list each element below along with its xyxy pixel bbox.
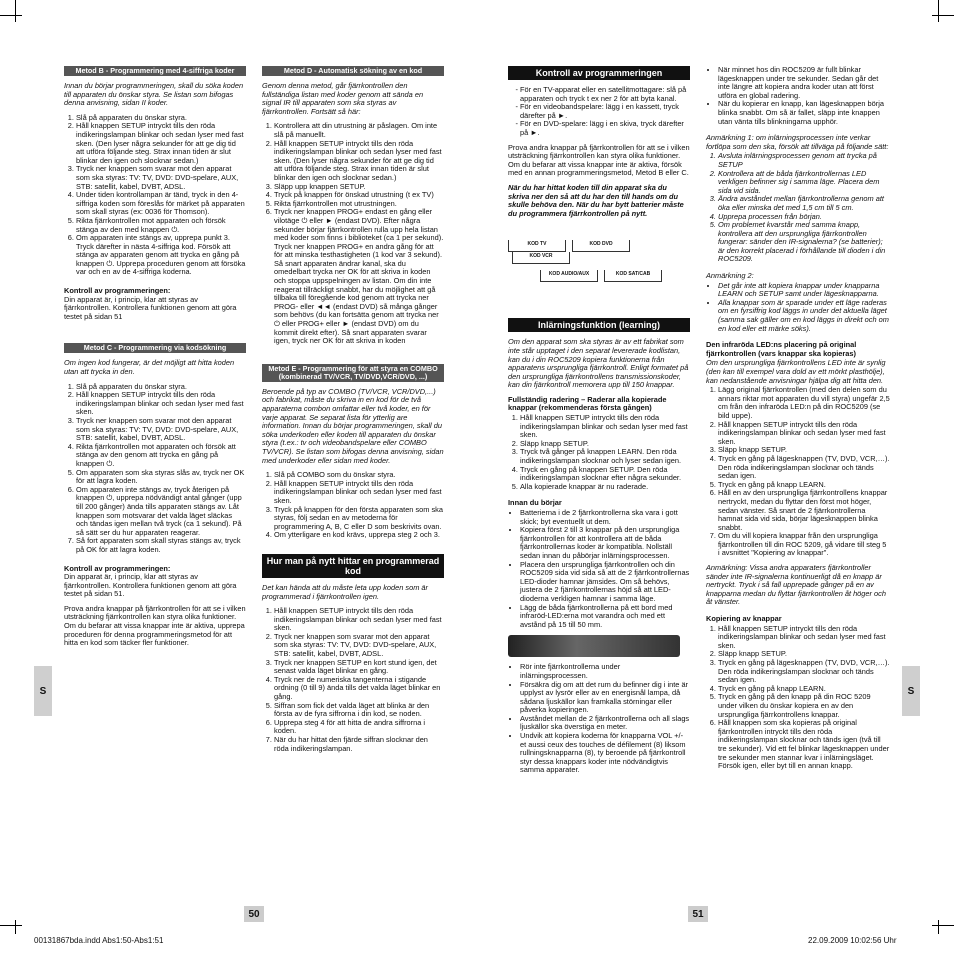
bullet: • Undvik att kopiera koderna för knapparna VOL +/- et aussi ceux des touches de défilement (8) liksom rullningsknapparna (8), ty beroende på fjärrkontroll styr dessa knappars koder inte nödvändigtvis samma apparater. <box>520 732 690 775</box>
code-box: KOD AUDIO/AUX <box>540 270 598 282</box>
bullet: • Försäkra dig om att det rum du befinner dig i inte är upplyst av lysrör eller av en energisnål lampa, då sådana ljuskällor kan framkalla störningar eller påverka kopieringen. <box>520 681 690 715</box>
step: 7. Så fort apparaten som skall styras stängs av, tryck på OK för att lagra koden. <box>76 537 246 554</box>
steps-list <box>706 152 890 264</box>
code-box: KOD DVD <box>572 240 630 252</box>
crop-mark <box>15 0 16 22</box>
intro-text: Om ingen kod fungerar, är det möjligt att hitta koden utan att trycka in den. <box>64 358 235 377</box>
page-number-right <box>688 906 708 922</box>
bullet: • När du kopierar en knapp, kan lägesknappen börja blinka snabbt. Om så är fallet, släpp inte knappen utan vänta tills blinkningarna upphör. <box>718 100 890 126</box>
subheading: Kontroll av programmeringen: <box>64 563 171 573</box>
step: 1. Slå på apparaten du önskar styra. <box>76 383 246 392</box>
step: 6. Tryck ner knappen PROG+ endast en gång eller vilotäge ⏻ eller ► (endast DVD). Efter några sekunder börjar fjärrkontrollen rulla upp hela listan med koder som finns i biblioteket (ca 1 per sekund). Tryck ner knappen PROG+ en andra gång för att för att minska testhastigheten (1 kod var 3 sekund). Så snart apparaten ändrar kanal, ska du omedelbart trycka ner OK för att skriva in koden och stoppa uppspelningen av listan. Om din inte reagerat tillräckligt snabbt, har du möjlighet att gå tillbaka till föregående kod genom att trycka ner PROG- eller ◄◄ (endast DVD) så många gånger som behövs (du kan fortsätta genom att trycka ner ⏻ eller PROG+ eller ► (endast DVD) om du kommit direkt efter). Så snart apparaten svarar igen, tryck ner OK för att skriva in koden <box>274 208 444 346</box>
step: 4. Tryck en gång på knapp LEARN. <box>718 685 890 694</box>
language-tab-label: S <box>907 685 915 697</box>
paragraph: Din apparat är, i princip, klar att styras av fjärrkontrollen. Kontrollera funktionen genom att göra testet på sidan 51 <box>64 294 237 321</box>
steps-list <box>64 383 246 555</box>
page-number-left <box>244 906 264 922</box>
step: 2. Släpp knapp SETUP. <box>520 440 690 449</box>
bullet: • Placera den ursprungliga fjärrkontrollen och din ROC5209 sida vid sida så att de 2 fjärrkontrollernas LED-dioder hamnar jämsides. Om så behövs, justera de 2 fjärrkontrollernas höjd så att LED-dioderna verkligen hamnar i samma läge. <box>520 561 690 604</box>
step: 2. Håll knappen SETUP intryckt tills den röda indikeringslampan blinkar och sedan lyser med fast sken. (Den lyser några sekunder för att ge dig tid att utföra följande steg. Strax innan tiden är slut blinkar den igen och slocknar sedan.) <box>76 122 246 165</box>
step: 2. Håll knappen SETUP intryckt tills den röda indikeringslampan blinkar och sedan lyser med fast sken. <box>274 480 444 506</box>
step: 3. Ändra avståndet mellan fjärrkontrollerna genom att öka eller minska det med 1,5 cm till 5 cm. <box>718 195 890 212</box>
code-box: KOD SAT/CAB <box>604 270 662 282</box>
step: 4. Tryck en gång på knappen SETUP. Den röda indikeringslampan slocknar efter några sekunder. <box>520 466 690 483</box>
crop-mark <box>0 15 22 16</box>
bullet-list <box>706 66 890 126</box>
step: 1. Kontrollera att din utrustning är påslagen. Om inte slå på manuellt. <box>274 122 444 139</box>
subheading: Innan du börjar <box>508 498 562 508</box>
step: 5. Tryck en gång på knapp LEARN. <box>718 481 890 490</box>
bullet: • Lägg de båda fjärrkontrollerna på ett bord med infraröd-LED:erna mot varandra och med ett avstånd på 15 till 50 mm. <box>520 604 690 630</box>
paragraph: Din apparat är, i princip, klar att styras av fjärrkontrollen. Kontrollera funktionen genom att göra testet på sidan 51. <box>64 572 237 599</box>
step: 5. Om apparaten som ska styras slås av, tryck ner OK för att lagra koden. <box>76 469 246 486</box>
column-c <box>508 66 690 781</box>
paragraph: Prova andra knappar på fjärrkontrollen för att se i vilken utsträckning fjärrkontrollen kan styra olika funktioner. Om du befarar att vissa knappar inte är aktiva, upprepa proceduren för denna programmeringsmetod för att hitta en kod som täcker fler funktioner. <box>64 603 246 648</box>
remote-controls-illustration <box>508 635 680 657</box>
subheading: Kontroll av programmeringen: <box>64 286 171 296</box>
steps-list <box>706 625 890 771</box>
bullet: • Alla knappar som är sparade under ett läge raderas om en fyrsiffrig kod läggs in under det aktuella läget (samma sak gäller om en kod läggs in direkt och om en kod eller ett märke söks). <box>718 299 890 333</box>
column-d <box>706 66 890 777</box>
bullet: • Det går inte att kopiera knappar under knapparna LEARN och SETUP samt under lägesknapparna. <box>718 282 890 299</box>
remark: Anmärkning: Vissa andra apparaters fjärrkontroller sänder inte IR-signalerna kontinuerligt då en knapp är nertryckt. Tryck i så fall upprepade gånger på en av knapparna medan du flyttar fjärrkontrollen åt höger och åt vänster. <box>706 563 886 607</box>
step: 3. Släpp knapp SETUP. <box>718 446 890 455</box>
intro-text: Genom denna metod, går fjärrkontrollen den fullständiga listan med koder genom att sända en signal IR till apparaten som ska styras av fjärrkontrollen. Fortsätt så här: <box>262 81 424 116</box>
remark: Anmärkning 1: om inlärningsprocessen inte verkar fortlöpa som den ska, försök att tillväga på följande sätt: <box>706 133 889 151</box>
intro-text: Om den apparat som ska styras är av ett fabrikat som inte står upptaget i den separat levererade kodlistan, kan du i din ROC5209 kopiera funktionerna från apparatens ursprungliga fjärrkontroll. Enligt formatet på den ursprungliga fjärrkontrollens transmissionskoder, kan din fjärrkontroll memorera upp till 150 knappar. <box>508 337 689 390</box>
step: 4. Om ytterligare en kod krävs, upprepa steg 2 och 3. <box>274 531 444 540</box>
step: 3. Tryck ner knappen som svarar mot den apparat som ska styras: TV: TV, DVD: DVD-spelare, AUX, STB: satellit, kabel, DVBT, ADSL. <box>76 165 246 191</box>
subheading: Den infraröda LED:ns placering på original fjärrkontrollen (vars knappar ska kopieras) <box>706 340 857 358</box>
bullet: • Kopiera först 2 till 3 knappar på den ursprungliga fjärrkontrollen för att kontrollera att de båda fjärrkontrollernas koder är kompatibla. Nollställ sedan innan du påbörjar inlärningsprocessen. <box>520 526 690 560</box>
steps-list <box>262 607 444 753</box>
section-header-method-d: Metod D - Automatisk sökning av en kod <box>262 66 444 76</box>
step: 1. Slå på apparaten du önskar styra. <box>76 114 246 123</box>
steps-list <box>706 386 890 558</box>
intro-text: Innan du börjar programmeringen, skall du söka koden till apparaten du önskar styra. Se listan som bifogas denna anvisning, sidan II koder. <box>64 81 244 108</box>
page-number-label: 51 <box>692 908 704 920</box>
step: 5. Om problemet kvarstår med samma knapp, kontrollera att den ursprungliga fjärrkontrollen fungerar: sänder den IR-signalerna? (se batterier); är den korrekt placerad i förhållande till dioden i din ROC5209. <box>718 221 890 264</box>
section-header-find-code: Hur man på nytt hittar en programmerad kod <box>262 554 444 578</box>
bullet-list <box>508 663 690 775</box>
column-a <box>64 66 246 654</box>
step: 2. Håll knappen SETUP intryckt tills den röda indikeringslampan blinkar och sedan lyser med fast sken. (Den lyser några sekunder för att ge dig tid att utföra följande steg. Strax innan tiden är slut blinkar den igen och slocknar sedan.) <box>274 140 444 183</box>
step: 5. Alla kopierade knappar är nu raderade. <box>520 483 690 492</box>
remark: Anmärkning 2: <box>706 271 754 281</box>
steps-list <box>262 122 444 345</box>
step: 1. Håll knappen SETUP intryckt tills den röda indikeringslampan blinkar och sedan lyser med fast sken. <box>520 414 690 440</box>
steps-list <box>262 471 444 540</box>
code-boxes <box>508 240 690 282</box>
step: 7. Om du vill kopiera knappar från den ursprungliga fjärrkontrollen till din ROC 5209, gå vidare till steg 5 i avsnittet "Kopiering av knappar". <box>718 532 890 558</box>
step: 6. Håll en av den ursprungliga fjärrkontrollens knappar nertryckt, medan du flyttar den först mot höger, sedan vänster. Så snart de 2 fjärrkontrollerna hamnat sida vid sida, börjar lägesknappen blinka snabbt. <box>718 489 890 532</box>
step: 5. Rikta fjärrkontrollen mot utrustningen. <box>274 200 444 209</box>
language-tab-left <box>34 666 52 716</box>
step: 6. Håll knappen som ska kopieras på original fjärrkontrollen intryckt tills den röda indikeringslampan slocknar och tänds igen (två till tre sekunder). Vid ett fel blinkar lägesknappen under tre sekunder men stannar kvar i inlärningsläget. Försök igen, eller byt till en annan knapp. <box>718 719 890 771</box>
step: 2. Tryck ner knappen som svarar mot den apparat som ska styras: TV: TV, DVD: DVD-spelare, AUX, STB: satellit, kabel, DVBT, ADSL. <box>274 633 444 659</box>
step: 3. Släpp upp knappen SETUP. <box>274 183 444 192</box>
step: 2. Kontrollera att de båda fjärrkontrollernas LED verkligen befinner sig i samma läge. Placera dem sida vid sida. <box>718 170 890 196</box>
subheading: Fullständig radering – Raderar alla kopierade knappar (rekommenderas första gången) <box>508 394 667 413</box>
crop-mark <box>932 925 954 926</box>
bullet: - För en DVD-spelare: lägg i en skiva, tryck därefter på ►. <box>520 120 690 137</box>
footer-slug-left: 00131867bda.indd Abs1:50-Abs1:51 <box>34 936 164 945</box>
step: 3. Tryck en gång på lägesknappen (TV, DVD, VCR,…). Den röda indikeringslampan slocknar och tänds sedan igen. <box>718 659 890 685</box>
code-box: KOD VCR <box>512 252 570 264</box>
intro-text: Det kan hända att du måste leta upp koden som är programmerad i fjärrkontrollen igen. <box>262 582 428 601</box>
bullet: - För en videobandspelare: lägg i en kassett, tryck därefter på ►. <box>520 103 690 120</box>
section-header-check: Kontroll av programmeringen <box>508 66 690 80</box>
step: 3. Tryck ner knappen SETUP en kort stund igen, det senast valda läget blinkar en gång. <box>274 659 444 676</box>
page-number-label: 50 <box>248 908 260 920</box>
bullet: • När minnet hos din ROC5209 är fullt blinkar lägesknappen under tre sekunder. Sedan går det inte längre att kopiera andra koder utan att först utföra en global radering. <box>718 66 890 100</box>
steps-list <box>508 414 690 491</box>
bullet-list <box>508 86 690 138</box>
step: 2. Håll knappen SETUP intryckt tills den röda indikeringslampan blinkar och sedan lyser med fast sken. <box>718 421 890 447</box>
crop-mark <box>938 0 939 22</box>
bullet: - För en TV-apparat eller en satellitmottagare: slå på apparaten och tryck t ex ner 2 för att byta kanal. <box>520 86 690 103</box>
step: 2. Släpp knapp SETUP. <box>718 650 890 659</box>
step: 1. Lägg original fjärrkontrollen (med den delen som du annars riktar mot apparaten du vill styra) ungefär 2,5 cm från den infraröda LED:n på din ROC5209 (se bild uppe). <box>718 386 890 420</box>
bullet: • Batterierna i de 2 fjärrkontrollerna ska vara i gott skick; byt eventuellt ut dem. <box>520 509 690 526</box>
step: 4. Tryck på knappen för önskad utrustning (t ex TV) <box>274 191 444 200</box>
step: 3. Tryck på knappen för den första apparaten som ska styras, följ sedan en av metoderna för programmering A, B, C eller D som beskrivits ovan. <box>274 506 444 532</box>
language-tab-right <box>902 666 920 716</box>
step: 6. Om apparaten inte stängs av, tryck återigen på knappen ⏻, upprepa nödvändigt antal gånger (upp till 200 gånger) ända tills apparaten stängs av. Låt knappen som motsvarar det valda läget släckas och tändas igen mellan två tryck (ca 1 sekund). På så sätt ser du hur apparaten reagerar. <box>76 486 246 538</box>
step: 1. Slå på COMBO som du önskar styra. <box>274 471 444 480</box>
step: 3. Tryck två gånger på knappen LEARN. Den röda indikeringslampan slocknar och lyser sedan igen. <box>520 448 690 465</box>
column-b <box>262 66 444 759</box>
step: 1. Håll knappen SETUP intryckt tills den röda indikeringslampan blinkar och sedan lyser med fast sken. <box>718 625 890 651</box>
crop-mark <box>15 920 16 934</box>
step: 5. Rikta fjärrkontrollen mot apparaten och försök stänga av den med knappen ⏻. <box>76 217 246 234</box>
crop-mark <box>0 925 22 926</box>
bullet: • Rör inte fjärrkontrollerna under inlärningsprocessen. <box>520 663 690 680</box>
bullet-list <box>508 509 690 629</box>
step: 6. Om apparaten inte stängs av, upprepa punkt 3. Tryck därefter in nästa 4-siffriga kod. Försök att stänga av apparaten genom att trycka en gång på knappen ⏻. Upprepa proceduren genom att försöka var och en av de 4-siffriga koderna. <box>76 234 246 277</box>
step: 4. Under tiden kontrollampan är tänd, tryck in den 4-siffriga koden som föreslås för märket på apparaten som skall styras (ex: 0036 för Thomson). <box>76 191 246 217</box>
bullet: • Avståndet mellan de 2 fjärrkontrollerna och all slags ljuskällor ska överstiga en meter. <box>520 715 690 732</box>
section-header-method-e: Metod E - Programmering för att styra en COMBO (kombinerad TV/VCR, TV/DVD,VCR/DVD, ...) <box>262 364 444 382</box>
section-header-method-c: Metod C - Programmering via kodsökning <box>64 343 246 353</box>
step: 1. Håll knappen SETUP intryckt tills den röda indikeringslampan blinkar och sedan lyser med fast sken. <box>274 607 444 633</box>
footer-slug-right: 22.09.2009 10:02:56 Uhr <box>808 936 897 945</box>
subheading: Kopiering av knappar <box>706 614 782 624</box>
paragraph: Prova andra knappar på fjärrkontrollen för att se i vilken utsträckning fjärrkontrollen kan styra olika funktioner. Om du befarar att vissa knappar inte är aktiva, försök med en annan programmeringsmetod, Metod B eller C. <box>508 142 690 178</box>
step: 6. Upprepa steg 4 för att hitta de andra siffrorna i koden. <box>274 719 444 736</box>
step: 4. Tryck ner de numeriska tangenterna i stigande ordning (0 till 9) ända tills det valda läget blinkar en gång. <box>274 676 444 702</box>
steps-list <box>64 114 246 277</box>
step: 5. Tryck en gång på den knapp på din ROC 5209 under vilken du önskar kopiera en av den ursprungliga fjärrkontrollens knappar. <box>718 693 890 719</box>
paragraph: Om den ursprungliga fjärrkontrollens LED inte är synlig (den kan till exempel vara dold av ett mörkt plasthölje), kan nedanstående anvisningar hjälpa dig att hitta den. <box>706 358 886 385</box>
step: 5. Siffran som fick det valda läget att blinka är den första av de fyra siffrorna i din kod, se noden. <box>274 702 444 719</box>
section-header-method-b: Metod B - Programmering med 4-siffriga koder <box>64 66 246 76</box>
step: 3. Tryck ner knappen som svarar mot den apparat som ska styras: TV: TV, DVD: DVD-spelare, AUX, STB: satellit, kabel, DVBT, ADSL. <box>76 417 246 443</box>
crop-mark <box>932 15 954 16</box>
step: 1. Avsluta inlärningsprocessen genom att trycka på SETUP <box>718 152 890 169</box>
section-header-learning: Inlärningsfunktion (learning) <box>508 318 690 332</box>
intro-text: Beroende på typ av COMBO (TV/VCR, VCR/DVD,...) och fabrikat, måste du skriva in en kod för de två apparaterna combon omfattar eller två koder, en för varje apparat. Se separat lista för ytterlig are information. Innan du börjar programmeringen, skall du söka underkoden eller koden till apparaten du önskar styra (t.ex.: tv och videobandspelare eller COMBO TV/VCR). Se listan som bifogas denna anvisning, sidan med underkoder eller sidan med koder. <box>262 386 444 465</box>
step: 4. Rikta fjärrkontrollen mot apparaten och försök att stänga av den genom att trycka en gång på knappen ⏻. <box>76 443 246 469</box>
step: 4. Upprepa processen från början. <box>718 213 890 222</box>
crop-mark <box>938 920 939 934</box>
language-tab-label: S <box>39 685 47 697</box>
bullet-list <box>706 282 890 334</box>
step: 7. När du har hittat den fjärde siffran slocknar den röda indikeringslampan. <box>274 736 444 753</box>
code-box: KOD TV <box>508 240 566 252</box>
step: 2. Håll knappen SETUP intryckt tills den röda indikeringslampan blinkar och sedan lyser med fast sken. <box>76 391 246 417</box>
step: 4. Tryck en gång på lägesknappen (TV, DVD, VCR,…). Den röda indikeringslampan slocknar och tänds sedan igen. <box>718 455 890 481</box>
note: När du har hittat koden till din apparat ska du skriva ner den så att du har den till hands om du skulle behöva den. När du har bytt batterier måste du programmera fjärrkontrollen på nytt. <box>508 182 684 218</box>
